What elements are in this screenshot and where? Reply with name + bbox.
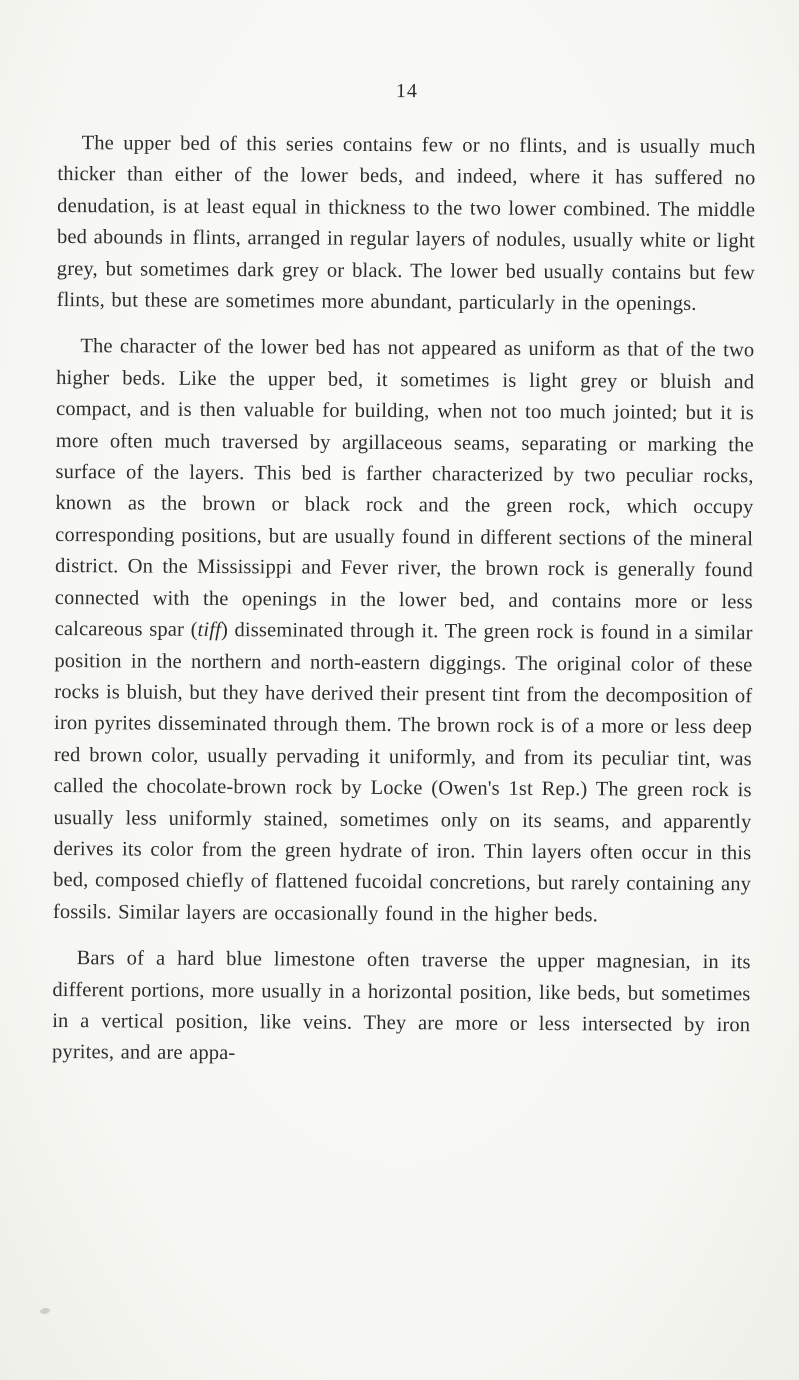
body-text — [52, 128, 756, 1073]
page-content — [52, 78, 756, 1073]
paragraph-text: ) disseminated through it. The green rock is found in a similar position in the northern and north-eastern diggings. The original color of these rocks is bluish, but they have derived their present tint from the decomposition of iron pyrites disseminated through them. The brown rock is of a more or less deep red brown color, usually pervading it uniformly, and from its peculiar tint, was called the chocolate-brown rock by Locke (Owen's 1st Rep.) The green rock is usually less uniformly stained, sometimes only on its seams, and apparently derives its color from the green hydrate of iron. Thin layers often occur in this bed, composed chiefly of flattened fucoidal concretions, but rarely containing any fossils. Similar layers are occasionally found in the higher beds. — [52, 619, 753, 927]
scan-speckle — [39, 1307, 50, 1315]
paragraph-lower-bed-character — [53, 331, 755, 932]
paragraph-limestone-bars — [52, 943, 751, 1073]
paragraph-text: The character of the lower bed has not appeared as uniform as that of the two higher beds. Like the upper bed, it sometimes is light grey or bluish and compact, and is then valuable for building, when not too much jointed; but it is more often much traversed by argillaceous seams, separating or marking the surface of the layers. This bed is farther characterized by two peculiar rocks, known as the brown or black rock and the green rock, which occupy corresponding positions, but are usually found in different sections of the mineral district. On the Mississippi and Fever river, the brown rock is generally found connected with the openings in the lower bed, and contains more or less calcareous spar ( — [54, 335, 755, 641]
paragraph-text: The upper bed of this series contains few or no flints, and is usually much thicker than either of the lower beds, and indeed, where it has suffered no denudation, is at least equal in thickness to the two lower combined. The middle bed abounds in flints, arranged in regular layers of nodules, usually white or light grey, but sometimes dark grey or black. The lower bed usually contains but few flints, but these are sometimes more abundant, particularly in the openings. — [56, 132, 756, 315]
paragraph-upper-bed — [57, 128, 756, 321]
page-number: 14 — [395, 80, 418, 103]
italic-term-tiff: tiff — [197, 618, 222, 642]
paragraph-text: Bars of a hard blue limestone often traverse the upper magnesian, in its different portions, more usually in a horizontal position, like beds, but sometimes in a vertical position, like veins. They are more or less intersected by iron pyrites, and are appa- — [51, 947, 751, 1065]
